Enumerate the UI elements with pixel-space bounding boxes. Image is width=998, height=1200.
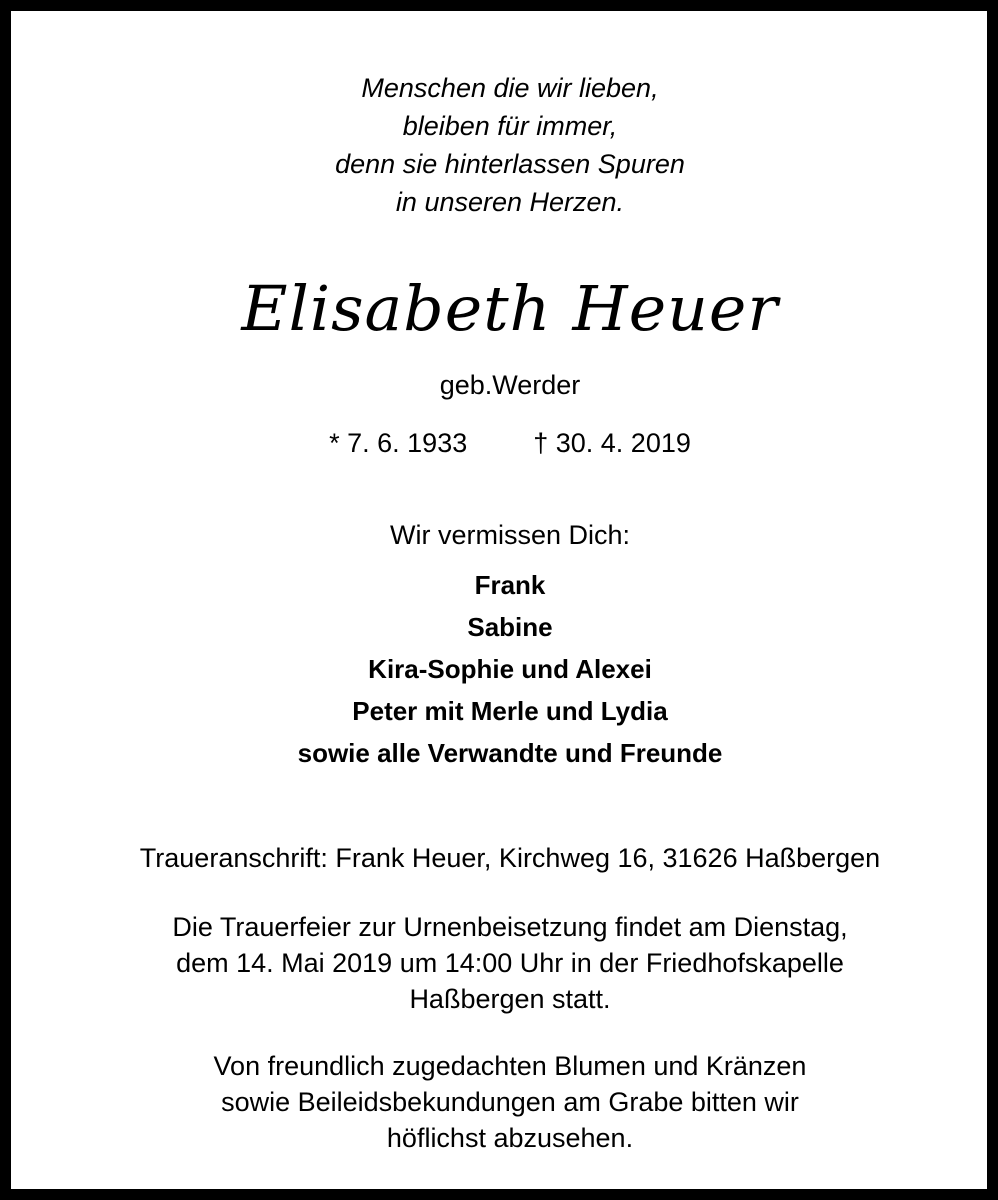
quote-line-1: Menschen die wir lieben,: [361, 73, 659, 103]
birth-name: geb.Werder: [439, 370, 581, 400]
ceremony-line-2: dem 14. Mai 2019 um 14:00 Uhr in der Friedhofskapelle: [176, 948, 844, 978]
request-line-2: sowie Beileidsbekundungen am Grabe bitten wir: [221, 1087, 799, 1117]
quote-line-2: bleiben für immer,: [402, 111, 618, 141]
request-line-1: Von freundlich zugedachten Blumen und Kränzen: [213, 1051, 807, 1081]
mourner-name: sowie alle Verwandte und Freunde: [297, 738, 723, 768]
mourning-address: Traueranschrift: Frank Heuer, Kirchweg 16, 31626 Haßbergen: [139, 843, 881, 873]
mourners-intro: Wir vermissen Dich:: [389, 520, 631, 550]
life-dates: [11, 425, 998, 461]
ceremony-line-1: Die Trauerfeier zur Urnenbeisetzung findet am Dienstag,: [172, 912, 848, 942]
mourner-name: Frank: [474, 570, 546, 600]
quote-line-3: denn sie hinterlassen Spuren: [335, 149, 685, 179]
deceased-name: Elisabeth Heuer: [241, 272, 779, 345]
ceremony-line-3: Haßbergen statt.: [409, 984, 611, 1014]
mourner-name: Peter mit Merle und Lydia: [352, 696, 668, 726]
mourner-name: Sabine: [467, 612, 553, 642]
death-date: † 30. 4. 2019: [533, 428, 691, 458]
quote-line-4: in unseren Herzen.: [395, 187, 625, 217]
birth-date: * 7. 6. 1933: [329, 428, 468, 458]
request-line-3: höflichst abzusehen.: [386, 1123, 634, 1153]
mourner-name: Kira-Sophie und Alexei: [368, 654, 652, 684]
